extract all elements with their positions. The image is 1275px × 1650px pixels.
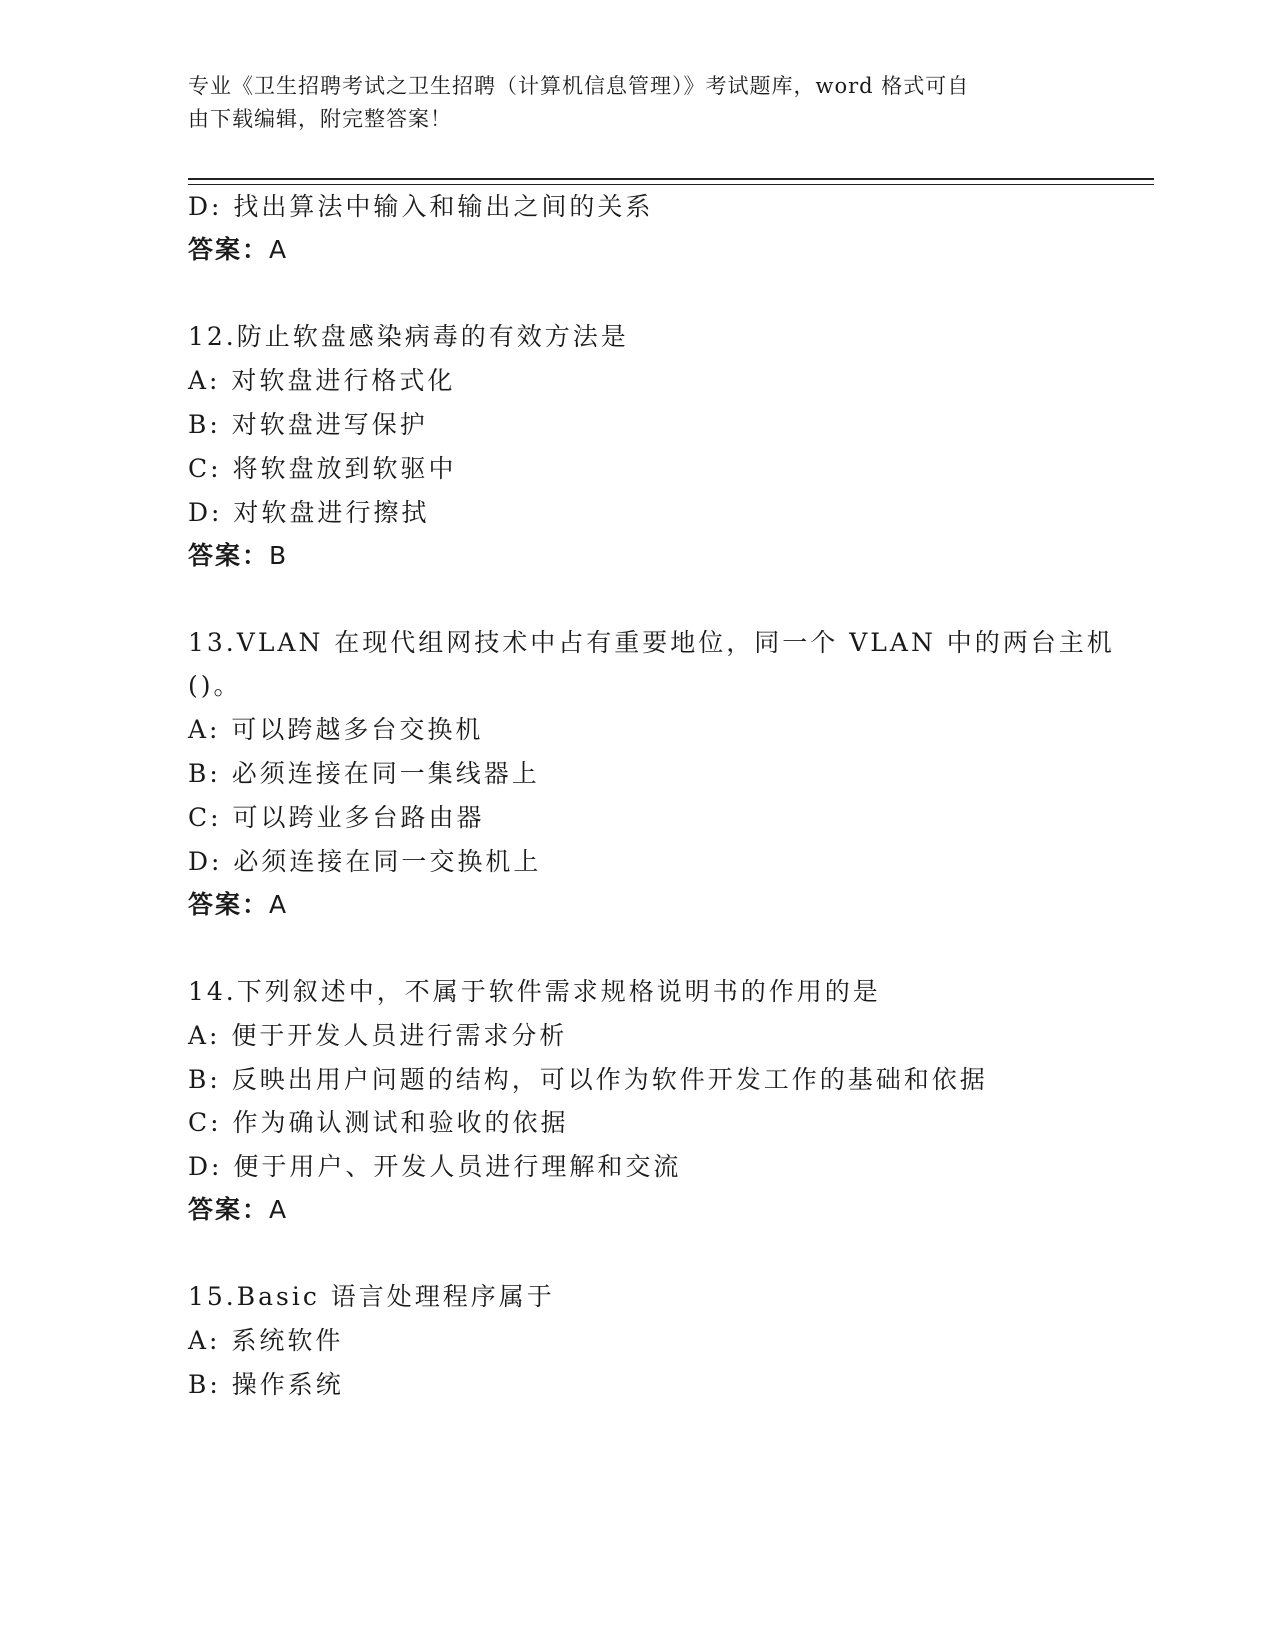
question-14-option-d: D: 便于用户、开发人员进行理解和交流 [188, 1152, 682, 1181]
question-13-option-a: A: 可以跨越多台交换机 [188, 715, 484, 744]
answer-label: 答案： [188, 235, 270, 264]
question-13-option-d: D: 必须连接在同一交换机上 [188, 847, 542, 876]
question-12-option-a: A: 对软盘进行格式化 [188, 366, 456, 395]
question-14-option-b: B: 反映出用户问题的结构，可以作为软件开发工作的基础和依据 [188, 1065, 988, 1094]
question-12-stem: 12.防止软盘感染病毒的有效方法是 [188, 322, 629, 351]
document-header [188, 70, 1068, 136]
question-13-stem-line-2: ()。 [188, 671, 242, 700]
question-12-option-c: C: 将软盘放到软驱中 [188, 454, 457, 483]
question-14-stem: 14.下列叙述中，不属于软件需求规格说明书的作用的是 [188, 977, 881, 1006]
answer-label: 答案： [188, 541, 270, 570]
header-intro-line-2: 由下载编辑，附完整答案！ [188, 107, 452, 131]
question-15-option-b: B: 操作系统 [188, 1370, 344, 1399]
header-rule-thin [188, 184, 1154, 185]
header-rule-thick [188, 178, 1154, 180]
question-13-option-b: B: 必须连接在同一集线器上 [188, 759, 540, 788]
answer-value: A [269, 1195, 289, 1224]
question-12-answer [188, 539, 288, 573]
question-14-option-c: C: 作为确认测试和验收的依据 [188, 1108, 569, 1137]
question-13-stem-line-1: 13.VLAN 在现代组网技术中占有重要地位，同一个 VLAN 中的两台主机 [188, 628, 1115, 657]
answer-value: B [269, 541, 289, 570]
carryover-answer [188, 233, 288, 267]
answer-value: A [269, 890, 289, 919]
question-14-answer [188, 1193, 288, 1227]
answer-label: 答案： [188, 890, 270, 919]
header-intro-line-1: 专业《卫生招聘考试之卫生招聘（计算机信息管理）》考试题库，word 格式可自 [188, 74, 970, 98]
answer-value: A [269, 235, 289, 264]
question-13-option-c: C: 可以跨业多台路由器 [188, 803, 485, 832]
question-13-answer [188, 888, 288, 922]
question-15-stem: 15.Basic 语言处理程序属于 [188, 1282, 555, 1311]
carryover-option-d: D: 找出算法中输入和输出之间的关系 [188, 192, 654, 221]
question-15-option-a: A: 系统软件 [188, 1326, 344, 1355]
question-14-option-a: A: 便于开发人员进行需求分析 [188, 1021, 568, 1050]
question-12-option-d: D: 对软盘进行擦拭 [188, 498, 430, 527]
question-12-option-b: B: 对软盘进写保护 [188, 410, 428, 439]
answer-label: 答案： [188, 1195, 270, 1224]
